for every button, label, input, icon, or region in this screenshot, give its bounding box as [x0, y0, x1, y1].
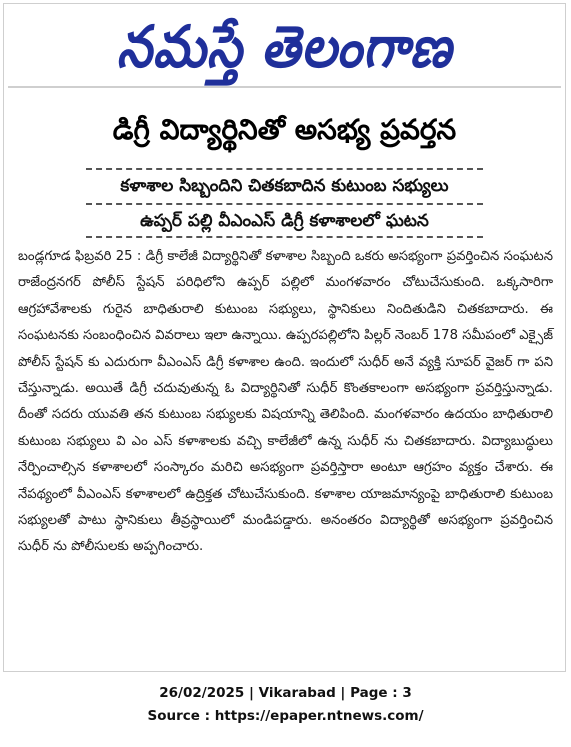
- article-subheading: ఉప్పర్ పల్లి వీఎంఎస్ డిగ్రీ కళాశాలలో ఘటన: [140, 211, 429, 231]
- article-subheading: కళాశాల సిబ్బందిని చితకబాదిన కుటుంబ సభ్యులు: [120, 176, 449, 196]
- dashed-divider: [86, 203, 483, 205]
- dashed-divider: [86, 168, 483, 170]
- masthead-divider: [8, 86, 561, 88]
- publication-info: 26/02/2025 | Vikarabad | Page : 3: [159, 685, 412, 701]
- source-link: Source : https://epaper.ntnews.com/: [147, 708, 424, 724]
- article-headline: డిగ్రీ విద్యార్థినితో అసభ్య ప్రవర్తన: [112, 113, 457, 146]
- dashed-divider: [86, 236, 483, 238]
- newspaper-masthead: నమస్తే తెలంగాణ: [116, 13, 453, 81]
- clipping-frame: [3, 3, 566, 672]
- article-body: బండ్లగూడ ఫిబ్రవరి 25 : డిగ్రీ కాలేజీ విద్యార్థినితో కళాశాల సిబ్బంది ఒకరు అసభ్యంగా ప్రవర్తించిన సంఘటన రాజేంద్రనగర్ పోలీస్ స్టేషన్ పరిధిలోని ఉప్పర్ పల్లిలో మంగళవారం చోటుచేసుకుంది. ఒక్కసారిగా ఆగ్రహావేశాలకు గురైన బాధితురాలి కుటుంబ సభ్యులు, స్థానికులు నిందితుడిని చితకబాదారు. ఈ సంఘటనకు సంబంధించిన వివరాలు ఇలా ఉన్నాయి. ఉప్పరపల్లిలోని పిల్లర్ నెంబర్ 178 సమీపంలో ఎక్సైజ్ పోలీస్ స్టేషన్ కు ఎదురుగా వీఎంఎస్ డిగ్రీ కళాశాల ఉంది. ఇందులో సుధీర్ అనే వ్యక్తి సూపర్ వైజర్ గా పని చేస్తున్నాడు. అయితే డిగ్రీ చదువుతున్న ఓ విద్యార్థినితో సుధీర్ కొంతకాలంగా అసభ్యంగా ప్రవర్తిస్తున్నాడు. దీంతో సదరు యువతి తన కుటుంబ సభ్యులకు విషయాన్ని తెలిపింది. మంగళవారం ఉదయం బాధితురాలి కుటుంబ సభ్యులు వి ఎం ఎస్ కళాశాలకు వచ్చి కాలేజీలో ఉన్న సుధీర్ ను చితకబాదారు. విద్యాబుద్ధులు నేర్పించాల్సిన కళాశాలలో సంస్కారం మరిచి అసభ్యంగా ప్రవర్తిస్తారా అంటూ ఆగ్రహం వ్యక్తం చేశారు. ఈ నేపథ్యంలో వీఎంఎస్ కళాశాలలో ఉద్రిక్తత చోటుచేసుకుంది. కళాశాల యాజమాన్యంపై బాధితురాలి కుటుంబ సభ్యులతో పాటు స్థానికులు తీవ్రస్థాయిలో మండిపడ్డారు. అనంతరం విద్యార్థితో అసభ్యంగా ప్రవర్తించిన సుధీర్ ను పోలీసులకు అప్పగించారు.: [18, 249, 553, 555]
